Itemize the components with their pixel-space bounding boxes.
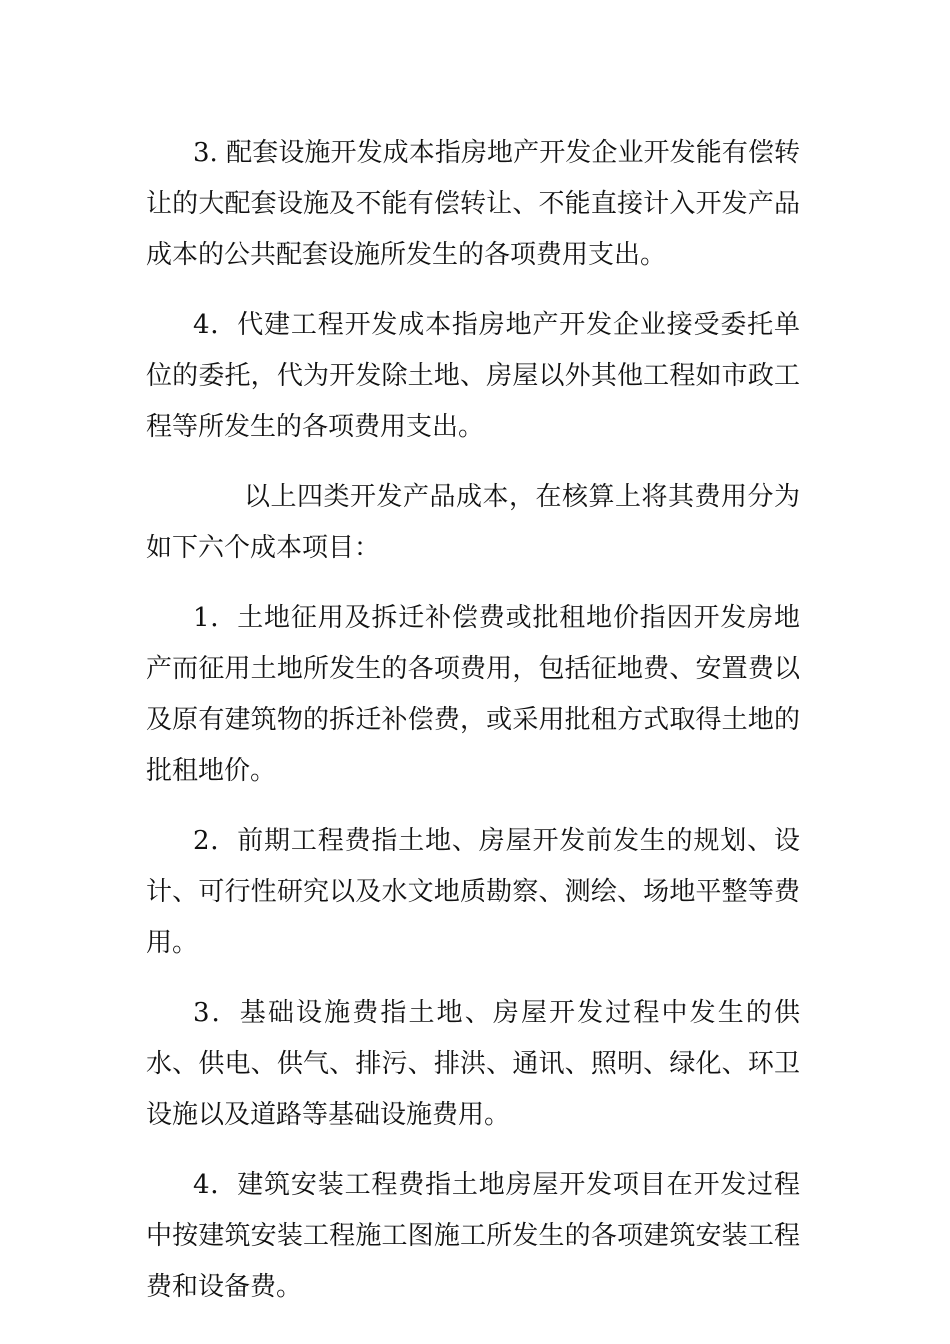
paragraph-preliminary-works-cost: 2．前期工程费指土地、房屋开发前发生的规划、设计、可行性研究以及水文地质勘察、测绘、场地平整等费用。 (146, 826, 800, 958)
paragraph-supporting-facilities-cost: 3. 配套设施开发成本指房地产开发企业开发能有偿转让的大配套设施及不能有偿转让、不能直接计入开发产品成本的公共配套设施所发生的各项费用支出。 (146, 138, 800, 270)
paragraph-land-acquisition-cost: 1．土地征用及拆迁补偿费或批租地价指因开发房地产而征用土地所发生的各项费用，包括征地费、安置费以及原有建筑物的拆迁补偿费，或采用批租方式取得土地的批租地价。 (146, 603, 800, 786)
paragraph-infrastructure-cost: 3．基础设施费指土地、房屋开发过程中发生的供水、供电、供气、排污、排洪、通讯、照明、绿化、环卫设施以及道路等基础设施费用。 (146, 998, 800, 1130)
paragraph-construction-installation-cost: 4．建筑安装工程费指土地房屋开发项目在开发过程中按建筑安装工程施工图施工所发生的各项建筑安装工程费和设备费。 (146, 1170, 800, 1302)
paragraph-agency-project-cost: 4．代建工程开发成本指房地产开发企业接受委托单位的委托，代为开发除土地、房屋以外其他工程如市政工程等所发生的各项费用支出。 (146, 310, 800, 442)
document-body (146, 128, 800, 1332)
paragraph-cost-items-intro: 以上四类开发产品成本，在核算上将其费用分为如下六个成本项目： (146, 482, 800, 563)
